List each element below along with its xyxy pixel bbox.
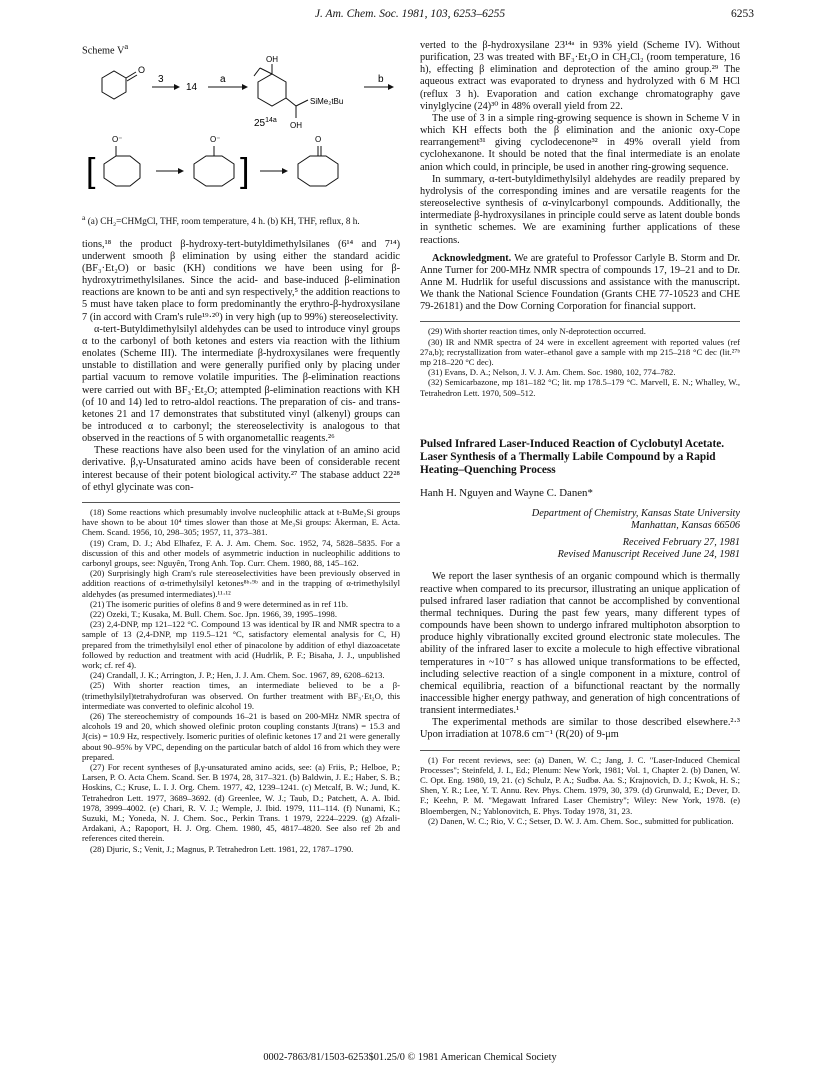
footnote: (29) With shorter reaction times, only N-deprotection occurred.	[428, 326, 646, 337]
right-paragraph: The use of 3 in a simple ring-growing sequence is shown in Scheme V in which KH effects both the β elimination and the anionic oxy-Cope rearrangement³¹ giving cyclodecenone³² in 49% overall yield from cyclohexanone. It should be noted that the final intermediate is an enolate anion which could, in principle, be used in another ring-growing sequence.	[420, 112, 740, 173]
page-number: 6253	[731, 8, 754, 20]
footnote: (22) Ozeki, T.; Kusaka, M. Bull. Chem. Soc. Jpn. 1966, 39, 1995–1998.	[90, 608, 337, 619]
scheme-reagent-b: b	[378, 73, 384, 85]
article-paragraph: The experimental methods are similar to those described elsewhere.²·³ Upon irradiation at 1078.6 cm⁻¹ (R(20) of 9-μm	[420, 717, 740, 741]
scheme-label-oh-bottom: OH	[290, 120, 302, 130]
footnote: (19) Cram, D. J.; Abd Elhafez, F. A. J. Am. Chem. Soc. 1952, 74, 5828–5835. For a discussion of this and other models of asymmetric induction in nucleophilic additions to carbonyl groups, see: Nguyên, Trong Anh. Top. Curr. Chem. 1980, 88, 145–162.	[82, 537, 400, 568]
article-affiliation: Department of Chemistry, Kansas State University Manhattan, Kansas 66506 Received February 27, 1981 Revised Manuscript Received June 24, 1981	[531, 507, 740, 561]
footnote: (26) The stereochemistry of compounds 16–21 is based on 200-MHz NMR spectra of alcohols 19 and 20, which showed olefinic proton coupling constants J(trans) = 15.3 and J(cis) = 10.9 Hz, respectively. Isomeric purities of olefinic ketones 17 and 21 were generally about 90–95% by VPC, depending on the particular batch of aldol 16 from which they were prepared.	[82, 710, 400, 762]
page-header	[0, 8, 820, 24]
footnote: (20) Surprisingly high Cram's rule stereoselectivities have been previously observed in addition reactions of α-trimethylsilyl ketones⁸ᵇ·⁹ᵇ and in the trapping of α-trimethylsilyl aldehydes (as presumed intermediates).¹¹·¹²	[82, 568, 400, 599]
footnote: (28) Djuric, S.; Venit, J.; Magnus, P. Tetrahedron Lett. 1981, 22, 1787–1790.	[90, 843, 354, 854]
footnote: (30) IR and NMR spectra of 24 were in excellent agreement with reported values (ref 27a,b); recrystallization from water–ethanol gave a sample with mp 215–218 °C dec (lit.²⁷ᵇ mp 218–220 °C dec).	[420, 336, 740, 368]
right-paragraph: In summary, α-tert-butyldimethylsilyl aldehydes are readily prepared by hydrolysis of the corresponding imines and are versatile reagents for the stereoselective synthesis of α-vinylcarbonyl compounds. Additionally, the intermediate β-hydroxysilanes in principle could serve as latent double bonds in synthetic schemes. We are examining further applications of these reactions.	[420, 173, 740, 246]
article-title: Pulsed Infrared Laser-Induced Reaction of Cyclobutyl Acetate. Laser Synthesis of a Thermally Labile Compound by a Rapid Heating–Quenching Process	[420, 437, 725, 477]
bracket-left: [	[86, 151, 96, 190]
footnote: (2) Danen, W. C.; Rio, V. C.; Setser, D. W. J. Am. Chem. Soc., submitted for publication.	[428, 815, 734, 826]
oxy-cope-product-structure	[194, 146, 234, 186]
scheme-compound-14: 14	[186, 81, 198, 93]
scheme-label-o-minus-2: O⁻	[210, 134, 221, 144]
arrow-head-3	[388, 84, 394, 90]
page-footer: 0002-7863/81/1503-6253$01.25/0 © 1981 American Chemical Society	[263, 1052, 557, 1063]
footnote-divider	[420, 750, 740, 751]
right-column	[420, 40, 740, 826]
scheme-label-o-ketone: O	[315, 134, 322, 144]
scheme-compound-25: $25^{14a}$	[254, 116, 277, 129]
footnote-divider	[420, 321, 740, 322]
footnote: (21) The isomeric purities of olefins 8 and 9 were determined as in ref 11b.	[90, 598, 348, 609]
footnote: (18) Some reactions which presumably involve nucleophilic attack at t-BuMe₂Si groups have shown to be about 10⁴ times slower than those at Me₃Si groups: Åkerman, E. Acta. Chem. Scand. 1956, 10, 298–305; 1957, 11, 373–381.	[82, 506, 400, 538]
arrow-head-2	[242, 84, 248, 90]
cyclodecenone-structure	[298, 146, 338, 186]
enolate-structure	[104, 146, 140, 186]
acknowledgment: Acknowledgment. We are grateful to Professor Carlyle B. Storm and Dr. Anne Turner for 200-MHz NMR spectra of compounds 17, 19–21 and to Dr. Anne M. Hudrlik for useful discussions and assistance with the manuscript. We thank the National Science Foundation (Grants CHE 77-10523 and CHE 79-26181) and the Dow Corning Corporation for financial support.	[420, 252, 740, 313]
article-paragraph: We report the laser synthesis of an organic compound which is thermally reactive when compared to its precursor, illustrating an unique application of pulsed infrared laser radiation that cannot be accomplished by conventional thermal techniques. During the past few years, many different types of compounds have been shown to undergo infrared multiphoton absorption to produce highly vibrationally excited ground electronic state molecules. The ability of the infrared laser to excite a molecule to high effective vibrational temperatures in ~10⁻⁷ s has allowed unique transformations to be effected, including selective reaction of a single component in a mixture, control of chemical equilibria, reaction of a bifunctional reactant by the normally inaccessible higher energy pathway, and generation of high concentrations of transient intermediates.¹	[420, 571, 740, 717]
scheme-label-o: O	[138, 64, 146, 75]
left-paragraph: These reactions have also been used for the vinylation of an amino acid derivative. β,γ-Unsaturated amino acids have been of considerable recent interest because of their potent biological activity.²⁷ The stabase adduct 22²⁸ of ethyl glycinate was con-	[82, 445, 400, 493]
scheme-label-oh-top: OH	[266, 54, 278, 64]
scheme-v-figure	[82, 54, 400, 210]
journal-citation: J. Am. Chem. Soc. 1981, 103, 6253–6255	[314, 8, 506, 20]
footnote: (23) 2,4-DNP, mp 121–122 °C. Compound 13 was identical by IR and NMR spectra to a sample of 13 (2,4-DNP, mp 119.5–121 °C, satisfactory elemental analysis for C, H) prepared from the trimethylsilyl enol ether of pinacolone by addition of ethyl diazoacetate followed by reduction and treatment with acid (Hudrlik, P. F.; Bisaha, J. J., unpublished work; cf. ref 4).	[82, 619, 400, 670]
footnote: (24) Crandall, J. K.; Arrington, J. P.; Hen, J. J. Am. Chem. Soc. 1967, 89, 6208–6213.	[90, 670, 385, 681]
footnote: (31) Evans, D. A.; Nelson, J. V. J. Am. Chem. Soc. 1980, 102, 774–782.	[428, 367, 676, 378]
scheme-caption: $^a$ (a) CH₂=CHMgCl, THF, room temperature, 4 h. (b) KH, THF, reflux, 8 h.	[82, 212, 360, 226]
scheme-reagent-3: 3	[158, 73, 164, 85]
arrow-head-5	[282, 168, 288, 174]
footnote-divider	[82, 502, 400, 503]
article-authors: Hanh H. Nguyen and Wayne C. Danen*	[420, 487, 593, 500]
left-paragraph: α-tert-Butyldimethylsilyl aldehydes can be used to introduce vinyl groups α to the carbonyl of both ketones and esters via reaction with the lithium enolates (Scheme III). The intermediate β-hydroxysilanes were frequently unstable to distillation and were generally purified only by placing under partial vacuum to remove volatile impurities. The β-elimination reactions were carried out with BF₃·Et₂O; attempted β-elimination reactions with KH (of 10 and 14) led to retro-aldol reactions. The preparation of cis- and trans-ketones 21 and 17 demonstrates that substituted vinyl (alkenyl) groups can be introduced α to carbonyl; the stereoselectivity is analogous to that observed in the reactions of 5 with organometallic reagents.²⁶	[82, 323, 400, 445]
arrow-head-4	[178, 168, 184, 174]
scheme-reagent-a: a	[220, 73, 226, 85]
left-paragraph: tions,¹⁸ the product β-hydroxy-tert-butyldimethylsilanes (6¹⁴ and 7¹⁴) underwent smooth β elimination by using either the standard acidic (BF₃·Et₂O) or basic (KH) conditions we have been using for β-hydroxytrimethylsilanes. Since the acid- and base-induced β-elimination reactions are known to be anti and syn respectively,⁵ the addition reactions to 5 must have taken place to form predominantly the erythro-β-hydroxysilane 7 (in accord with Cram's rule¹⁹·²⁰) in very high (up to 99%) stereoselectivity.	[82, 238, 400, 323]
footnote: (27) For recent syntheses of β,γ-unsaturated amino acids, see: (a) Friis, P.; Helboe, P.; Larsen, P. O. Acta Chem. Scand. Ser. B 1974, 28, 317–321. (b) Baldwin, J. E.; Haber, S. B.; Hoskins, C.; Kruse, L. I. J. Org. Chem. 1977, 42, 1239–1241. (c) Metcalf, B. W.; Jund, K. Tetrahedron Lett. 1977, 3689–3692. (d) Greenlee, W. J.; Taub, D.; Patchett, A. A. Ibid. 1978, 3999–4002. (e) Chari, R. V. J.; Wemple, J. Ibid. 1979, 111–114. (f) Nunami, K.; Suzuki, M.; Yoneda, N. J. Chem. Soc., Perkin Trans. 1 1979, 2224–2229. (g) Afzali-Ardakani, A.; Rapoport, H. J. Org. Chem. 1980, 45, 4817–4820. See also ref 2b and references cited therein.	[82, 762, 400, 844]
compound-25-structure	[254, 64, 308, 118]
footnote: (1) For recent reviews, see: (a) Danen, W. C.; Jang, J. C. "Laser-Induced Chemical Processes"; Steinfeld, J. I., Ed.; Plenum: New York, 1981; Vol. 1, Chapter 2. (b) Danen, W. C. Opt. Eng. 1980, 19, 21. (c) Schulz, P. A.; Sudbø. Aa. S.; Krajnovich, D. J.; Kwok, H. S.; Shen, Y. R.; Lee, Y. T. Annu. Rev. Phys. Chem. 1979, 30, 379. (d) Grunwald, E.; Dever, D. F.; Keehn, P. M. "Megawatt Infrared Laser Chemistry"; Wiley: New York, 1978. (e) Bloembergen, N.; Yablonovitch, E. Phys. Today 1978, 31, 23.	[420, 754, 740, 816]
right-paragraph: verted to the β-hydroxysilane 23¹⁴ᵃ in 93% yield (Scheme IV). Without purification, 23 was treated with BF₃·Et₂O in CH₂Cl₂ (room temperature, 16 h), effecting β elimination and deprotection of the amino group.²⁹ The aqueous extract was evaporated to dryness and hydrolyzed with 6 M HCl (reflux 3 h). Evaporation and cation exchange chromatography gave vinylglycine (24)³⁰ in 48% overall yield from 22.	[420, 40, 740, 112]
scheme-label-sime2: SiMe₂tBu	[310, 96, 344, 106]
arrow-head-1	[174, 84, 180, 90]
footnote: (32) Semicarbazone, mp 181–182 °C; lit. mp 178.5–179 °C. Marvell, E. N.; Whalley, W., Tetrahedron Lett. 1970, 509–512.	[420, 377, 740, 398]
cyclohexanone-structure	[102, 71, 137, 99]
bracket-right: ]	[240, 151, 250, 190]
left-column	[82, 40, 400, 854]
scheme-label-o-minus-1: O⁻	[112, 134, 123, 144]
scheme-title: Scheme $V^a$	[82, 41, 129, 57]
footnote: (25) With shorter reaction times, an intermediate believed to be a β-(trimethylsilyl)tetrahydrofuran was observed. On further treatment with BF₃·Et₂O, this intermediate was converted to olefinic alcohol 19.	[82, 680, 400, 711]
